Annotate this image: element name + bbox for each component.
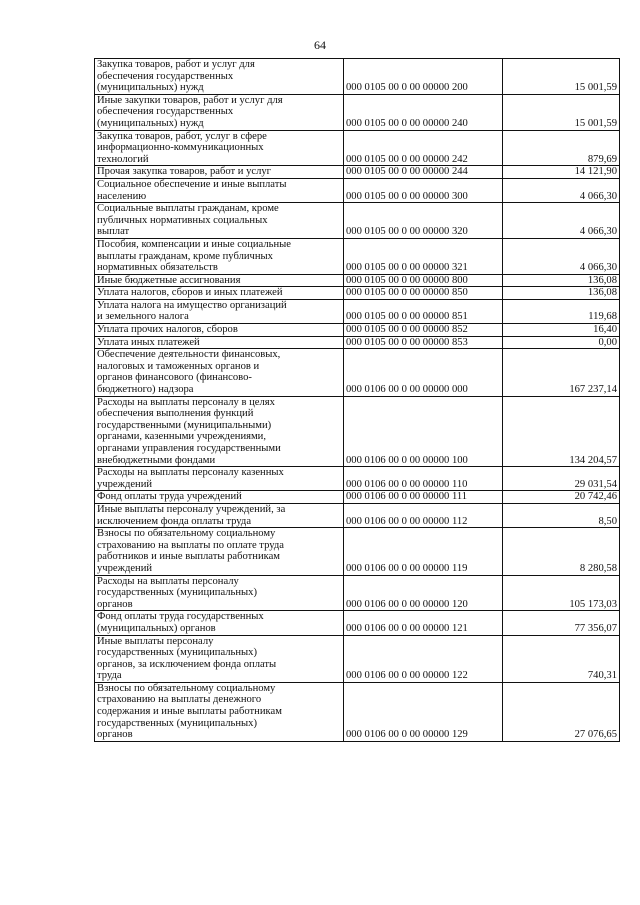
expense-name-cell: Фонд оплаты труда государственных (муниципальных) органов: [95, 611, 344, 635]
amount-cell: 167 237,14: [503, 349, 620, 396]
budget-code-cell: 000 0105 00 0 00 00000 244: [344, 166, 503, 179]
budget-code-cell: 000 0105 00 0 00 00000 851: [344, 299, 503, 323]
budget-code-cell: 000 0105 00 0 00 00000 852: [344, 324, 503, 337]
table-row: [95, 336, 620, 349]
table-row: [95, 287, 620, 300]
amount-cell: 119,68: [503, 299, 620, 323]
amount-cell: 77 356,07: [503, 611, 620, 635]
table-row: [95, 682, 620, 741]
expense-name-cell: Расходы на выплаты персоналу в целях обеспечения выполнения функций государственными (муниципальными) органами, казенными учреждениями, органами управления государственными внебюджетными фондами: [95, 396, 344, 467]
page-number: 64: [314, 38, 326, 52]
amount-cell: 740,31: [503, 635, 620, 682]
budget-code-cell: 000 0106 00 0 00 00000 111: [344, 491, 503, 504]
table-row: [95, 166, 620, 179]
table-row: [95, 203, 620, 239]
expense-name-cell: Взносы по обязательному социальному страхованию на выплаты денежного содержания и иные выплаты работникам государственных (муниципальных) органов: [95, 682, 344, 741]
budget-code-cell: 000 0106 00 0 00 00000 110: [344, 467, 503, 491]
budget-table: [94, 58, 620, 742]
amount-cell: 27 076,65: [503, 682, 620, 741]
budget-code-cell: 000 0105 00 0 00 00000 321: [344, 238, 503, 274]
expense-name-cell: Фонд оплаты труда учреждений: [95, 491, 344, 504]
table-row: [95, 324, 620, 337]
budget-code-cell: 000 0105 00 0 00 00000 242: [344, 130, 503, 166]
table-row: [95, 635, 620, 682]
expense-name-cell: Иные бюджетные ассигнования: [95, 274, 344, 287]
amount-cell: 136,08: [503, 274, 620, 287]
expense-name-cell: Закупка товаров, работ и услуг для обеспечения государственных (муниципальных) нужд: [95, 59, 344, 95]
expense-name-cell: Уплата налогов, сборов и иных платежей: [95, 287, 344, 300]
budget-code-cell: 000 0105 00 0 00 00000 853: [344, 336, 503, 349]
budget-code-cell: 000 0106 00 0 00 00000 122: [344, 635, 503, 682]
budget-code-cell: 000 0106 00 0 00 00000 121: [344, 611, 503, 635]
table-row: [95, 178, 620, 202]
budget-table-body: [95, 59, 620, 742]
amount-cell: 879,69: [503, 130, 620, 166]
table-row: [95, 467, 620, 491]
budget-code-cell: 000 0106 00 0 00 00000 112: [344, 503, 503, 527]
expense-name-cell: Иные выплаты персоналу учреждений, за исключением фонда оплаты труда: [95, 503, 344, 527]
table-row: [95, 94, 620, 130]
expense-name-cell: Закупка товаров, работ, услуг в сфере информационно-коммуникационных технологий: [95, 130, 344, 166]
table-row: [95, 130, 620, 166]
amount-cell: 16,40: [503, 324, 620, 337]
expense-name-cell: Взносы по обязательному социальному страхованию на выплаты по оплате труда работников и иные выплаты работникам учреждений: [95, 528, 344, 575]
amount-cell: 4 066,30: [503, 203, 620, 239]
amount-cell: 8,50: [503, 503, 620, 527]
expense-name-cell: Социальное обеспечение и иные выплаты населению: [95, 178, 344, 202]
budget-code-cell: 000 0106 00 0 00 00000 100: [344, 396, 503, 467]
amount-cell: 4 066,30: [503, 238, 620, 274]
budget-code-cell: 000 0105 00 0 00 00000 240: [344, 94, 503, 130]
budget-code-cell: 000 0105 00 0 00 00000 320: [344, 203, 503, 239]
expense-name-cell: Уплата иных платежей: [95, 336, 344, 349]
table-row: [95, 299, 620, 323]
table-row: [95, 503, 620, 527]
amount-cell: 20 742,46: [503, 491, 620, 504]
budget-code-cell: 000 0106 00 0 00 00000 119: [344, 528, 503, 575]
table-row: [95, 575, 620, 611]
expense-name-cell: Расходы на выплаты персоналу государственных (муниципальных) органов: [95, 575, 344, 611]
budget-code-cell: 000 0105 00 0 00 00000 300: [344, 178, 503, 202]
expense-name-cell: Социальные выплаты гражданам, кроме публичных нормативных социальных выплат: [95, 203, 344, 239]
amount-cell: 15 001,59: [503, 59, 620, 95]
amount-cell: 14 121,90: [503, 166, 620, 179]
expense-name-cell: Прочая закупка товаров, работ и услуг: [95, 166, 344, 179]
amount-cell: 134 204,57: [503, 396, 620, 467]
budget-code-cell: 000 0106 00 0 00 00000 129: [344, 682, 503, 741]
budget-code-cell: 000 0105 00 0 00 00000 800: [344, 274, 503, 287]
amount-cell: 29 031,54: [503, 467, 620, 491]
budget-code-cell: 000 0106 00 0 00 00000 120: [344, 575, 503, 611]
expense-name-cell: Иные закупки товаров, работ и услуг для обеспечения государственных (муниципальных) нужд: [95, 94, 344, 130]
table-row: [95, 611, 620, 635]
table-row: [95, 528, 620, 575]
expense-name-cell: Обеспечение деятельности финансовых, налоговых и таможенных органов и органов финансового (финансово- бюджетного) надзора: [95, 349, 344, 396]
expense-name-cell: Расходы на выплаты персоналу казенных учреждений: [95, 467, 344, 491]
table-row: [95, 238, 620, 274]
expense-name-cell: Иные выплаты персоналу государственных (муниципальных) органов, за исключением фонда оплаты труда: [95, 635, 344, 682]
expense-name-cell: Пособия, компенсации и иные социальные выплаты гражданам, кроме публичных нормативных обязательств: [95, 238, 344, 274]
amount-cell: 0,00: [503, 336, 620, 349]
amount-cell: 136,08: [503, 287, 620, 300]
expense-name-cell: Уплата налога на имущество организаций и земельного налога: [95, 299, 344, 323]
budget-code-cell: 000 0106 00 0 00 00000 000: [344, 349, 503, 396]
amount-cell: 8 280,58: [503, 528, 620, 575]
table-row: [95, 59, 620, 95]
table-row: [95, 274, 620, 287]
table-row: [95, 491, 620, 504]
amount-cell: 105 173,03: [503, 575, 620, 611]
amount-cell: 4 066,30: [503, 178, 620, 202]
expense-name-cell: Уплата прочих налогов, сборов: [95, 324, 344, 337]
amount-cell: 15 001,59: [503, 94, 620, 130]
budget-code-cell: 000 0105 00 0 00 00000 850: [344, 287, 503, 300]
table-row: [95, 349, 620, 396]
budget-code-cell: 000 0105 00 0 00 00000 200: [344, 59, 503, 95]
table-row: [95, 396, 620, 467]
